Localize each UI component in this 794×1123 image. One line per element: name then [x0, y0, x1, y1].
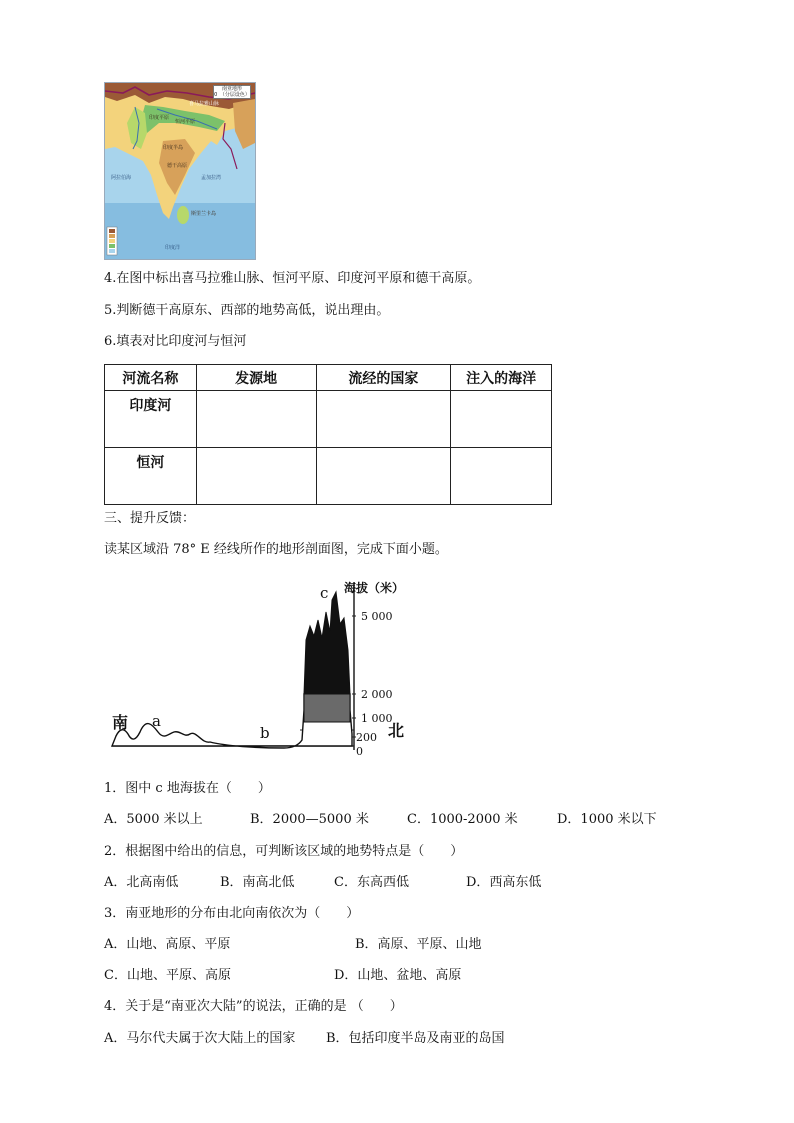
option-c[interactable]: C．山地、平原、高原: [104, 968, 231, 983]
map-sri-lanka: [177, 206, 189, 224]
profile-point-b: b: [260, 724, 270, 742]
table-row: [105, 448, 552, 505]
map-label: 印度平原: [149, 115, 170, 121]
option-b[interactable]: B．2000—5000 米: [250, 812, 369, 827]
map-legend-highland: [109, 234, 115, 238]
map-label: 孟加拉湾: [201, 175, 222, 181]
map-label: 喜马拉雅山脉: [189, 101, 220, 107]
table-cell-blank[interactable]: [451, 448, 552, 505]
table-cell-blank[interactable]: [196, 448, 316, 505]
option-a[interactable]: A．北高南低: [104, 875, 179, 890]
map-legend-lowland: [109, 244, 115, 248]
table-row: [105, 391, 552, 448]
profile-tick-label: 0: [356, 745, 363, 758]
table-cell-river-name: 印度河: [105, 391, 197, 448]
table-header-row: [105, 365, 552, 391]
table-header: 河流名称: [105, 365, 197, 391]
profile-north-label: 北: [388, 721, 405, 740]
table-cell-blank[interactable]: [316, 391, 451, 448]
map-label: 德干高原: [167, 163, 188, 169]
map-legend-plateau: [109, 239, 115, 243]
section-title: 三、提升反馈：: [104, 511, 196, 526]
question-stem: 3．南亚地形的分布由北向南依次为（ ）: [104, 906, 360, 921]
map-label: 斯里兰卡岛: [191, 211, 217, 217]
option-a[interactable]: A．马尔代夫属于次大陆上的国家: [104, 1031, 296, 1046]
table-cell-blank[interactable]: [196, 391, 316, 448]
option-a[interactable]: A．5000 米以上: [104, 812, 203, 827]
map-label: 阿拉伯海: [111, 175, 132, 181]
table-header: 发源地: [196, 365, 316, 391]
map-label: 印度半岛: [163, 145, 184, 151]
profile-south-label: 南: [112, 713, 129, 732]
profile-axis-title: 海拔（米）: [344, 581, 405, 595]
question-stem: 2．根据图中给出的信息，可判断该区域的地势特点是（ ）: [104, 844, 464, 859]
terrain-profile-graphic: [106, 578, 436, 760]
option-d[interactable]: D．山地、盆地、高原: [334, 968, 462, 983]
question-line: 5.判断德干高原东、西部的地势高低，说出理由。: [104, 303, 390, 318]
option-c[interactable]: C．东高西低: [334, 875, 409, 890]
profile-tick-label: 1 000: [361, 712, 393, 725]
option-a[interactable]: A．山地、高原、平原: [104, 937, 231, 952]
terrain-profile-figure: [106, 578, 436, 760]
section-intro: 读某区域沿 78° E 经线所作的地形剖面图，完成下面小题。: [104, 542, 448, 557]
table-header: 流经的国家: [316, 365, 451, 391]
table-cell-blank[interactable]: [316, 448, 451, 505]
option-b[interactable]: B．包括印度半岛及南亚的岛国: [326, 1031, 505, 1046]
river-comparison-table: [104, 364, 552, 505]
question-line: 4.在图中标出喜马拉雅山脉、恒河平原、印度河平原和德干高原。: [104, 271, 481, 286]
table-cell-river-name: 恒河: [105, 448, 197, 505]
map-legend-mountain: [109, 229, 115, 233]
table-header: 注入的海洋: [451, 365, 552, 391]
option-d[interactable]: D．西高东低: [466, 875, 542, 890]
map-label: 印度洋: [165, 245, 181, 251]
map-label: 恒河平原: [175, 119, 196, 125]
option-c[interactable]: C．1000-2000 米: [407, 812, 518, 827]
map-scale: 0 （分层设色）: [214, 92, 250, 98]
table-cell-blank[interactable]: [451, 391, 552, 448]
profile-plateau-band: [304, 694, 350, 722]
question-stem: 4．关于是“南亚次大陆”的说法，正确的是 （ ）: [104, 999, 403, 1014]
profile-mountain-mass: [304, 592, 350, 694]
profile-point-a: a: [152, 712, 161, 730]
map-legend-sea: [109, 249, 115, 253]
question-line: 6.填表对比印度河与恒河: [104, 334, 247, 349]
map-title-box: [213, 85, 251, 99]
map-graphic: [105, 83, 255, 259]
question-stem: 1．图中 c 地海拔在（ ）: [104, 781, 271, 796]
south-asia-terrain-map: [104, 82, 256, 260]
option-d[interactable]: D．1000 米以下: [557, 812, 657, 827]
profile-tick-label: 5 000: [361, 610, 393, 623]
profile-tick-label: 200: [356, 731, 377, 744]
map-title: 南亚地形: [221, 86, 242, 92]
profile-tick-label: 2 000: [361, 688, 393, 701]
option-b[interactable]: B．高原、平原、山地: [355, 937, 482, 952]
option-b[interactable]: B．南高北低: [220, 875, 295, 890]
profile-point-c: c: [320, 584, 329, 602]
